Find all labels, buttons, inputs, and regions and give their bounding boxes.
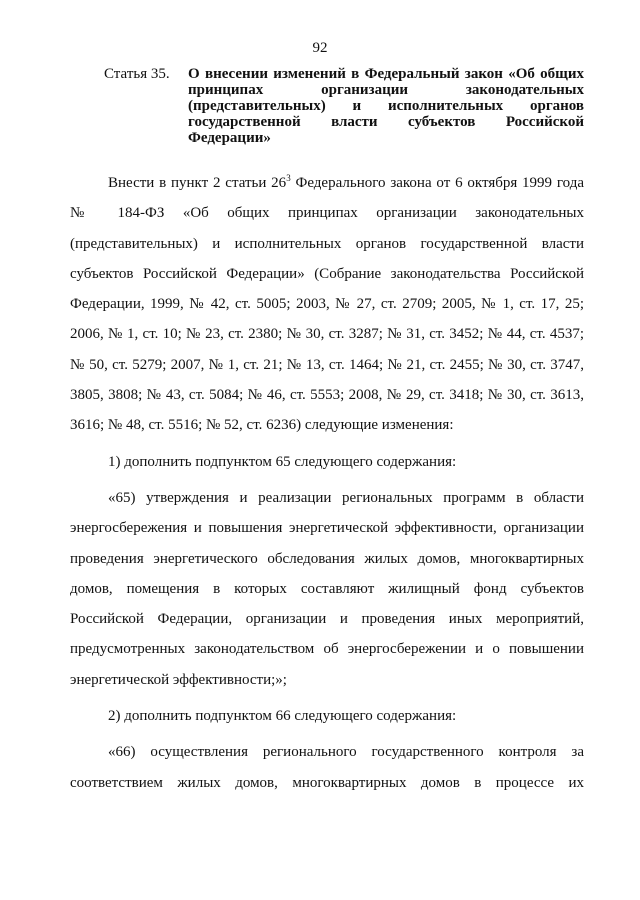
article-title: О внесении изменений в Федеральный закон «Об общих принципах организации законодательных (представительных) и исполнительных органов государственной власти субъектов Российской Федерации» xyxy=(188,66,584,146)
paragraph-item-1: 1) дополнить подпунктом 65 следующего содержания: xyxy=(108,453,457,470)
paragraph-subitem-65: «65) утверждения и реализации региональных программ в области энергосбережения и повышения энергетической эффективности, организации проведения энергетического обследования жилых домов, многоквартирных домов, помещения в которых составляют жилищный фонд субъектов Российской Федерации, организации и проведения иных мероприятий, предусмотренных законодательством об энергосбережении и о повышении энергетической эффективности;»; xyxy=(70,489,584,688)
article-label: Статья 35. xyxy=(104,66,170,82)
paragraph-subitem-66: «66) осуществления регионального государственного контроля за соответствием жилых домов, многоквартирных домов в процессе их xyxy=(70,744,584,791)
paragraph-intro-superscript: 3 xyxy=(286,173,291,183)
paragraph-intro-start: Внести в пункт 2 статьи 26 xyxy=(108,175,287,191)
page-number: 92 xyxy=(312,40,328,56)
paragraph-intro xyxy=(70,168,584,441)
paragraph-item-2: 2) дополнить подпунктом 66 следующего содержания: xyxy=(108,708,457,725)
article-heading xyxy=(104,66,584,146)
paragraph-intro-rest: Федерального закона от 6 октября 1999 года № 184-ФЗ «Об общих принципах организации законодательных (представительных) и исполнительных органов государственной власти субъектов Российской Федерации» (Собрание законодательства Российской Федерации, 1999, № 42, ст. 5005; 2003, № 27, ст. 2709; 2005, № 1, ст. 17, 25; 2006, № 1, ст. 10; № 23, ст. 2380; № 30, ст. 3287; № 31, ст. 3452; № 44, ст. 4537; № 50, ст. 5279; 2007, № 1, ст. 21; № 13, ст. 1464; № 21, ст. 2455; № 30, ст. 3747, 3805, 3808; № 43, ст. 5084; № 46, ст. 5553; 2008, № 29, ст. 3418; № 30, ст. 3613, 3616; № 48, ст. 5516; № 52, ст. 6236) следующие изменения: xyxy=(70,175,584,434)
document-body xyxy=(70,168,584,798)
